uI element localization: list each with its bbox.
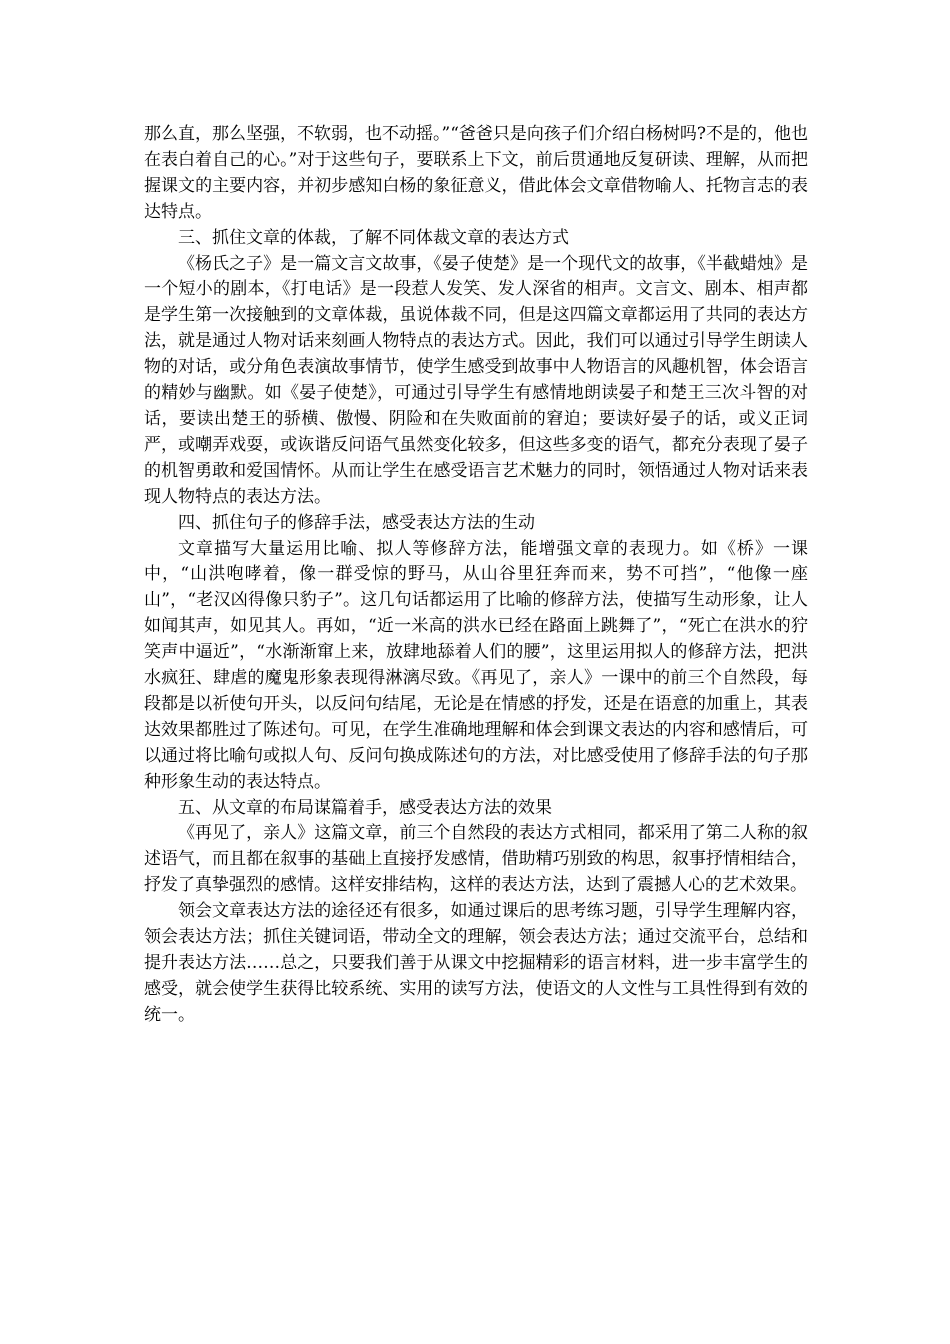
- section-heading-5: 五、从文章的布局谋篇着手，感受表达方法的效果: [178, 797, 552, 818]
- paragraph-structure: 《再见了，亲人》这篇文章，前三个自然段的表达方式相同，都采用了第二人称的叙述语气，而且都在叙事的基础上直接抒发感情，借助精巧别致的构思，叙事抒情相结合，抒发了真挚强烈的感情。这样安排结构，这样的表达方法，达到了震撼人心的艺术效果。: [144, 823, 808, 896]
- paragraph-baiyang-continued: 那么直，那么坚强，不软弱，也不动摇。”“爸爸只是向孩子们介绍白杨树吗?不是的，他也在表白着自己的心。”对于这些句子，要联系上下文，前后贯通地反复研读、理解，从而把握课文的主要内容，并初步感知白杨的象征意义，借此体会文章借物喻人、托物言志的表达特点。: [144, 124, 808, 222]
- section-heading-4: 四、抓住句子的修辞手法，感受表达方法的生动: [178, 512, 535, 533]
- paragraph-conclusion: 领会文章表达方法的途径还有很多，如通过课后的思考练习题，引导学生理解内容，领会表达方法；抓住关键词语，带动全文的理解，领会表达方法；通过交流平台，总结和提升表达方法……总之，只要我们善于从课文中挖掘精彩的语言材料，进一步丰富学生的感受，就会使学生获得比较系统、实用的读写方法，使语文的人文性与工具性得到有效的统一。: [144, 901, 808, 1025]
- paragraph-genre: 《杨氏之子》是一篇文言文故事，《晏子使楚》是一个现代文的故事，《半截蜡烛》是一个短小的剧本，《打电话》是一段惹人发笑、发人深省的相声。文言文、剧本、相声都是学生第一次接触到的文章体裁，虽说体裁不同，但是这四篇文章都运用了共同的表达方法，就是通过人物对话来刻画人物特点的表达方式。因此，我们可以通过引导学生朗读人物的对话，或分角色表演故事情节，使学生感受到故事中人物语言的风趣机智，体会语言的精妙与幽默。如《晏子使楚》，可通过引导学生有感情地朗读晏子和楚王三次斗智的对话，要读出楚王的骄横、傲慢、阴险和在失败面前的窘迫；要读好晏子的话，或义正词严，或嘲弄戏耍，或诙谐反问语气虽然变化较多，但这些多变的语气，都充分表现了晏子的机智勇敢和爱国情怀。从而让学生在感受语言艺术魅力的同时，领悟通过人物对话来表现人物特点的表达方法。: [144, 253, 808, 507]
- paragraph-rhetoric: 文章描写大量运用比喻、拟人等修辞方法，能增强文章的表现力。如《桥》一课中，“山洪咆哮着，像一群受惊的野马，从山谷里狂奔而来，势不可挡”，“他像一座山”，“老汉凶得像只豹子”。这几句话都运用了比喻的修辞方法，使描写生动形象，让人如闻其声，如见其人。再如，“近一米高的洪水已经在路面上跳舞了”，“死亡在洪水的狞笑声中逼近”，“水渐渐窜上来，放肆地舔着人们的腰”，这里运用拟人的修辞方法，把洪水疯狂、肆虐的魔鬼形象表现得淋漓尽致。《再见了，亲人》一课中的前三个自然段，每段都是以祈使句开头，以反问句结尾，无论是在情感的抒发，还是在语意的加重上，其表达效果都胜过了陈述句。可见，在学生准确地理解和体会到课文表达的内容和感情后，可以通过将比喻句或拟人句、反问句换成陈述句的方法，对比感受使用了修辞手法的句子那种形象生动的表达特点。: [144, 538, 808, 792]
- document-page: [144, 122, 808, 1029]
- section-heading-3: 三、抓住文章的体裁，了解不同体裁文章的表达方式: [178, 227, 569, 248]
